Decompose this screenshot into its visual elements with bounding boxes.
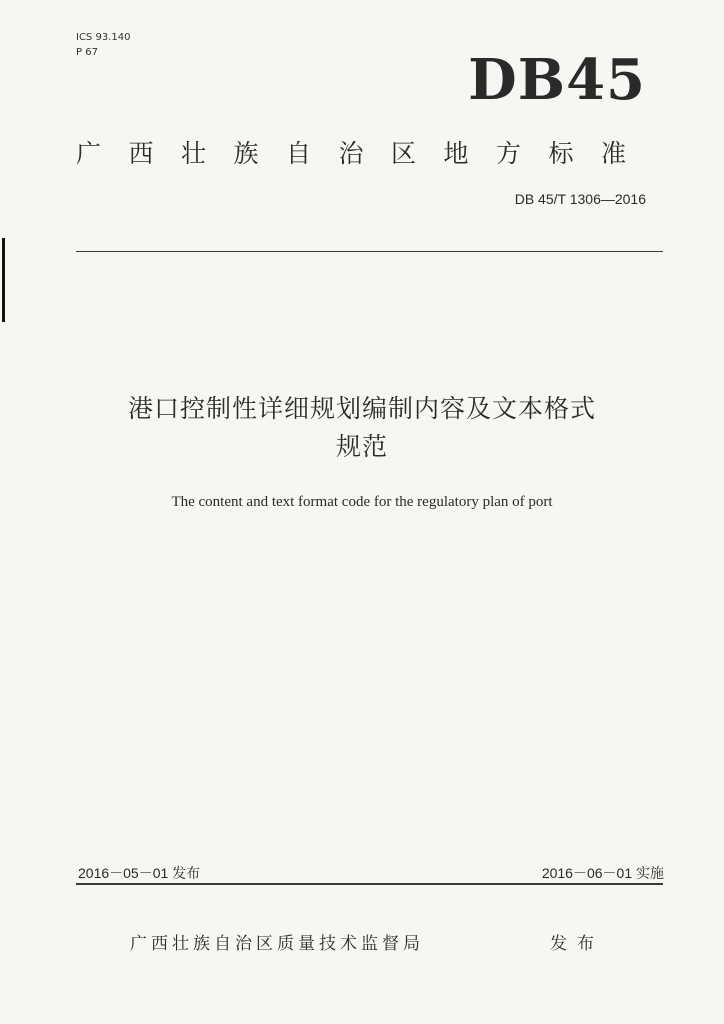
ics-code: ICS 93.140 [76,32,131,43]
classification-codes [76,30,130,60]
document-title-en: The content and text format code for the regulatory plan of port [171,494,553,510]
standard-number: DB 45/T 1306—2016 [514,191,646,207]
issuing-authority: 广西壮族自治区质量技术监督局 [130,934,424,954]
release-date: 2016－05－01 发布 [78,865,201,881]
scan-edge-mark [2,238,5,322]
title-cn-line-2: 规范 [335,432,388,461]
header-divider [76,251,663,252]
implementation-date: 2016－06－01 实施 [541,865,664,881]
ccs-code: P 67 [76,47,98,58]
standard-type-heading: 广西壮族自治区地方标准 [76,139,654,168]
db-logo: DB45 [468,47,646,113]
document-title-cn [40,390,684,466]
title-cn-line-1: 港口控制性详细规划编制内容及文本格式 [127,394,596,423]
issue-label: 发布 [550,934,604,954]
footer-divider [76,883,663,885]
